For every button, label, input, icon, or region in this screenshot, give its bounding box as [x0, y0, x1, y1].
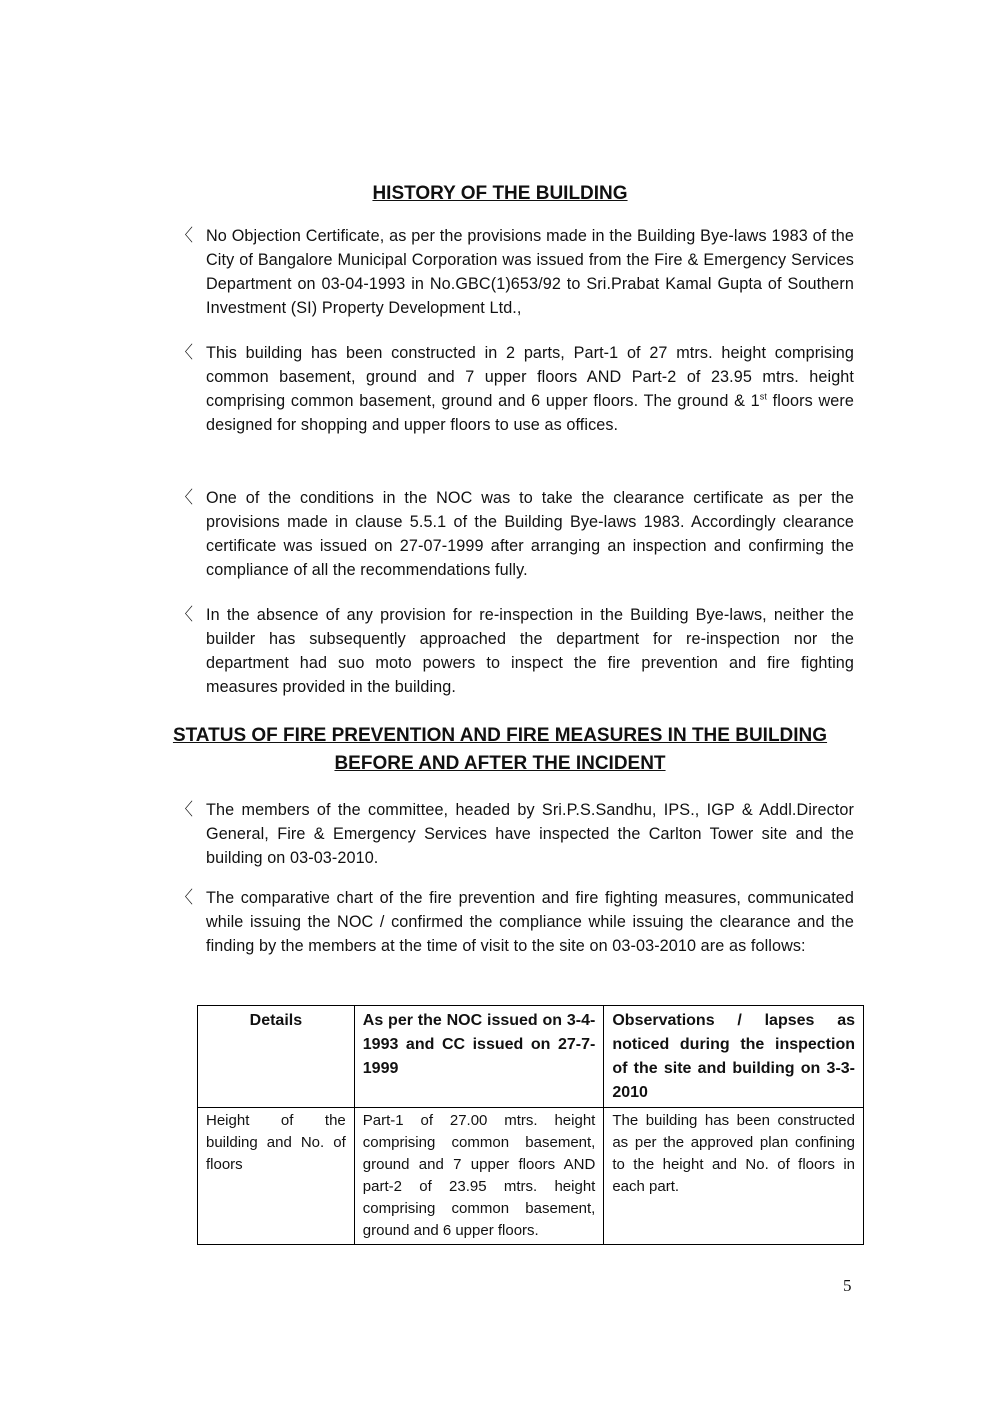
- history-item-text: One of the conditions in the NOC was to take the clearance certificate as per the provisions made in clause 5.5.1 of the Building Bye-laws 1983. Accordingly clearance certificate was issued on 27-07-1999 after arranging an inspection and confirming the compliance of all the recommendations fully.: [206, 489, 854, 579]
- bullet-icon: 〈: [176, 605, 193, 624]
- bullet-icon: 〈: [176, 800, 193, 819]
- table-header-row: [198, 1006, 864, 1108]
- history-heading: HISTORY OF THE BUILDING: [372, 183, 628, 204]
- table-cell: Height of the building and No. of floors: [198, 1108, 355, 1245]
- table-header-observations: Observations / lapses as noticed during the inspection of the site and building on 3-3-2010: [604, 1006, 864, 1108]
- history-item-text: In the absence of any provision for re-inspection in the Building Bye-laws, neither the builder has subsequently approached the department for re-inspection nor the department had suo moto powers to inspect the fire prevention and fire fighting measures provided in the building.: [206, 606, 854, 696]
- history-item-text: No Objection Certificate, as per the provisions made in the Building Bye-laws 1983 of the City of Bangalore Municipal Corporation was issued from the Fire & Emergency Services Department on 03-04-1993 in No.GBC(1)653/92 to Sri.Prabat Kamal Gupta of Southern Investment (SI) Property Development Ltd.,: [206, 227, 854, 317]
- table-cell: The building has been constructed as per the approved plan confining to the height and No. of floors in each part.: [604, 1108, 864, 1245]
- history-item-text: This building has been constructed in 2 parts, Part-1 of 27 mtrs. height comprising common basement, ground and 7 upper floors AND Part-2 of 23.95 mtrs. height comprising common basement, ground and 6 upper floors. The ground & 1st floors were designed for shopping and upper floors to use as offices.: [206, 344, 854, 434]
- page-number: 5: [843, 1276, 852, 1295]
- bullet-icon: 〈: [176, 343, 193, 362]
- status-heading-line-2: BEFORE AND AFTER THE INCIDENT: [334, 753, 666, 774]
- comparison-table: [197, 1005, 864, 1245]
- status-item-text: The members of the committee, headed by Sri.P.S.Sandhu, IPS., IGP & Addl.Director General, Fire & Emergency Services have inspected the Carlton Tower site and the building on 03-03-2010.: [206, 801, 854, 867]
- status-item-text: The comparative chart of the fire prevention and fire fighting measures, communicated while issuing the NOC / confirmed the compliance while issuing the clearance and the finding by the members at the time of visit to the site on 03-03-2010 are as follows:: [206, 889, 854, 955]
- table-header-details: Details: [198, 1006, 355, 1108]
- bullet-icon: 〈: [176, 888, 193, 907]
- bullet-icon: 〈: [176, 226, 193, 245]
- bullet-icon: 〈: [176, 488, 193, 507]
- table-header-noc: As per the NOC issued on 3-4-1993 and CC issued on 27-7-1999: [354, 1006, 604, 1108]
- status-heading-line-1: STATUS OF FIRE PREVENTION AND FIRE MEASURES IN THE BUILDING: [172, 725, 828, 746]
- table-cell: Part-1 of 27.00 mtrs. height comprising common basement, ground and 7 upper floors AND part-2 of 23.95 mtrs. height comprising common basement, ground and 6 upper floors.: [354, 1108, 604, 1245]
- table-row: [198, 1108, 864, 1245]
- superscript-st: st: [759, 391, 767, 402]
